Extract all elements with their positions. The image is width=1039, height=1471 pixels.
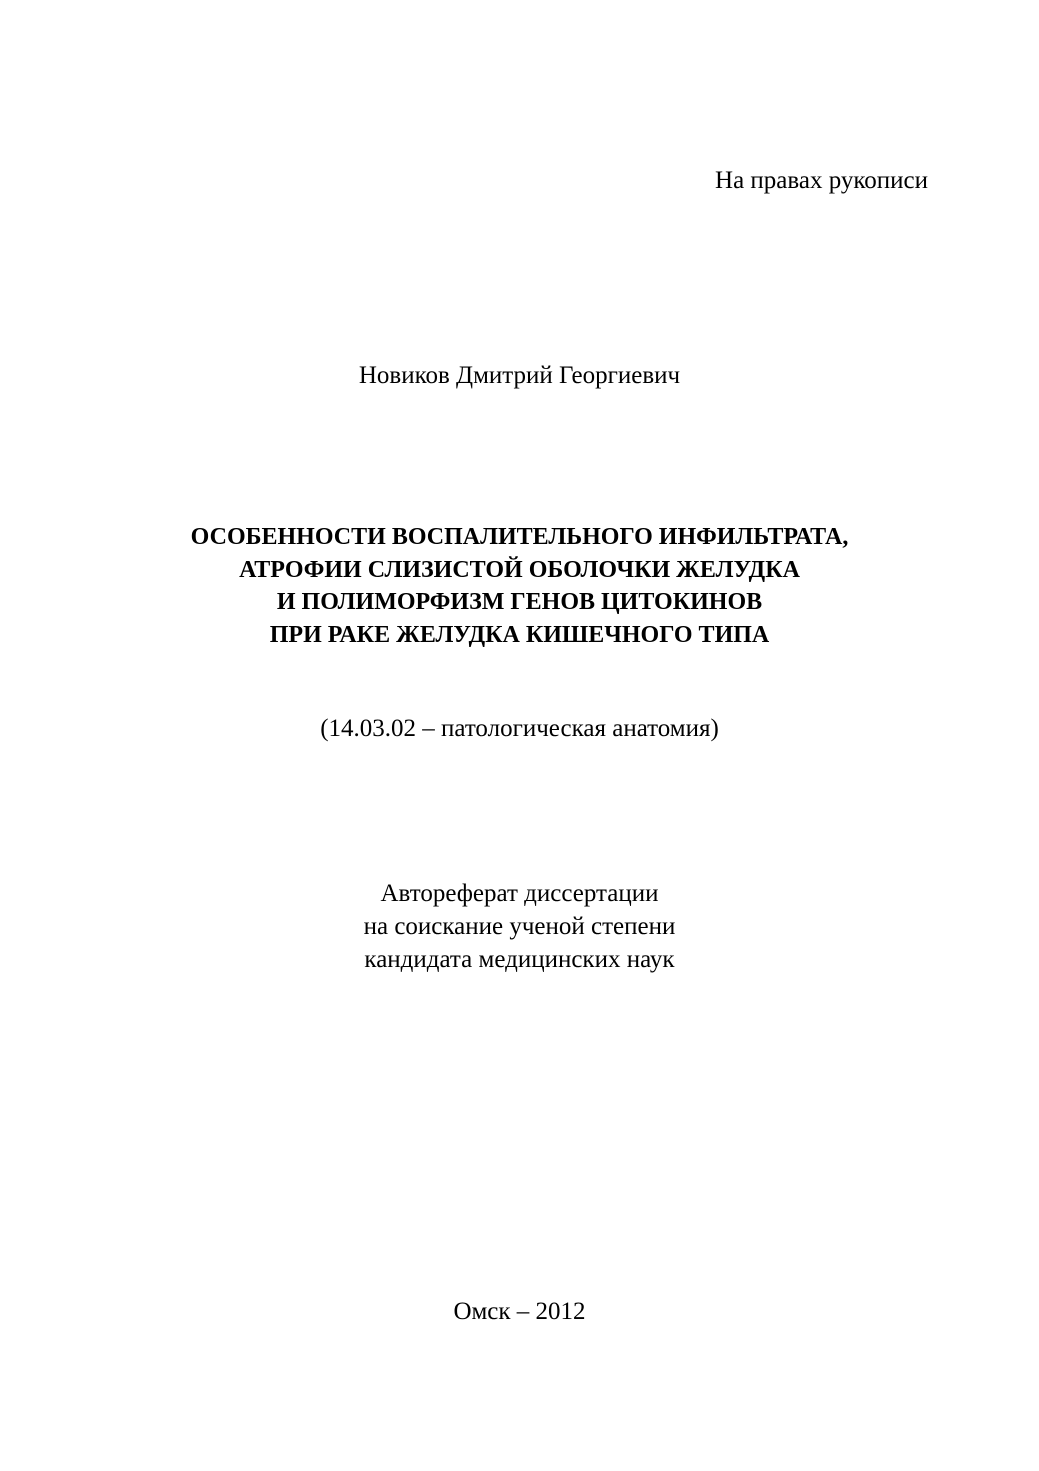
specialty-code: (14.03.02 – патологическая анатомия): [320, 715, 719, 742]
abstract-line: на соискание ученой степени: [363, 913, 676, 940]
rights-note: На правах рукописи: [715, 167, 928, 194]
dissertation-title: [0, 521, 1039, 651]
abstract-line: кандидата медицинских наук: [364, 946, 675, 973]
author-name: Новиков Дмитрий Георгиевич: [358, 362, 681, 389]
city-year: Омск – 2012: [453, 1298, 586, 1325]
title-line: АТРОФИИ СЛИЗИСТОЙ ОБОЛОЧКИ ЖЕЛУДКА: [239, 556, 800, 583]
abstract-line: Автореферат диссертации: [380, 880, 659, 907]
abstract-description: [0, 877, 1039, 976]
title-line: ОСОБЕННОСТИ ВОСПАЛИТЕЛЬНОГО ИНФИЛЬТРАТА,: [190, 524, 849, 550]
title-line: ПРИ РАКЕ ЖЕЛУДКА КИШЕЧНОГО ТИПА: [269, 621, 770, 648]
title-line: И ПОЛИМОРФИЗМ ГЕНОВ ЦИТОКИНОВ: [276, 589, 763, 615]
